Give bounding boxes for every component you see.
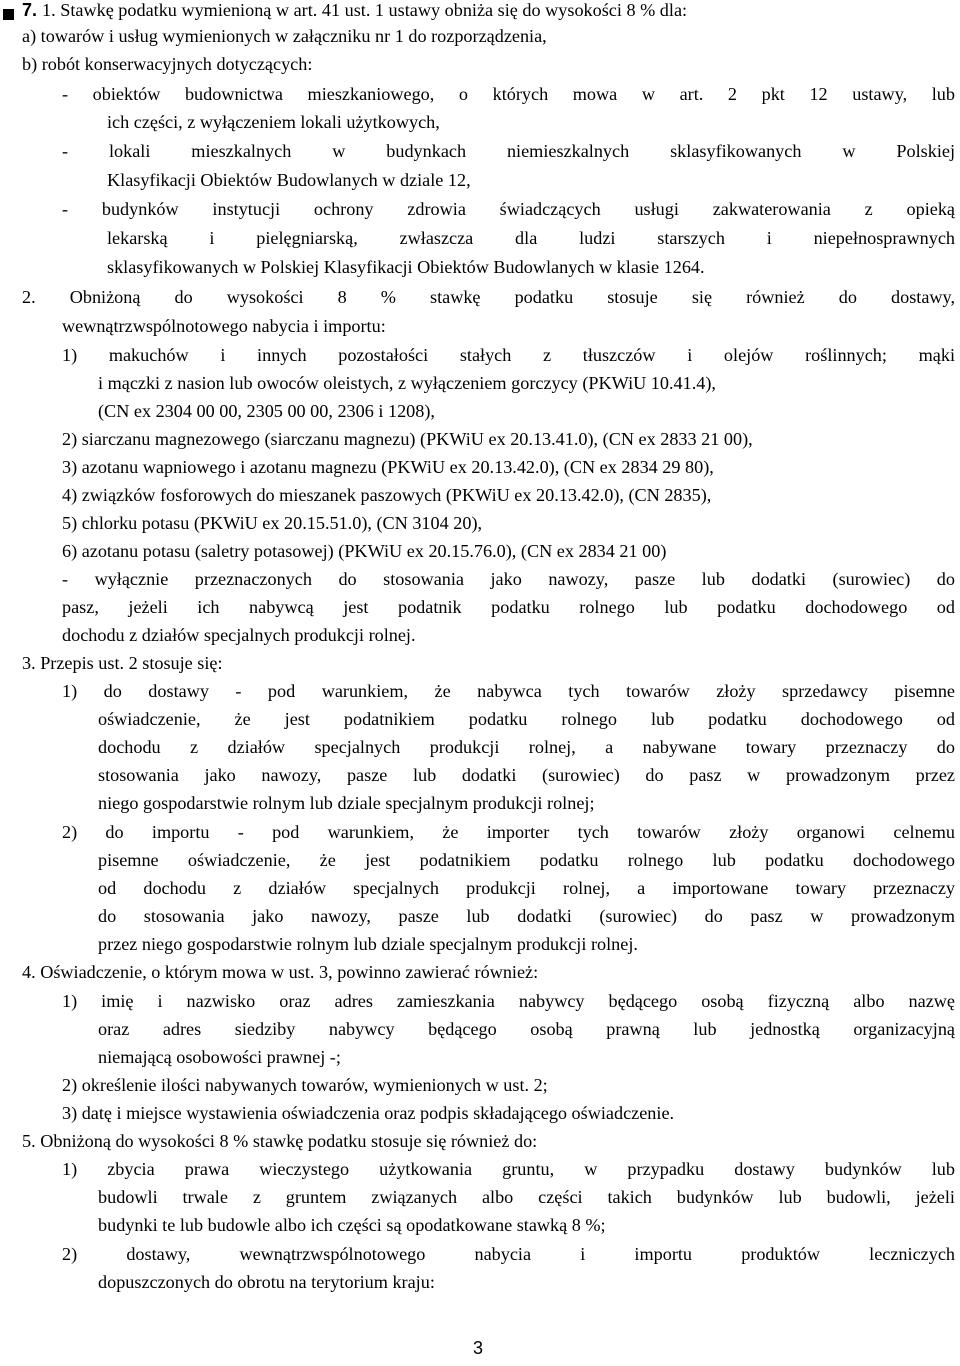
text-line: i mączki z nasion lub owoców oleistych, z wyłączeniem gorczycy (PKWiU 10.41.4), bbox=[98, 373, 716, 393]
text-line: 2) określenie ilości nabywanych towarów, wymienionych w ust. 2; bbox=[62, 1075, 548, 1095]
text-line: stosowania jako nawozy, pasze lub dodatki (surowiec) do pasz w prowadzonym przez bbox=[98, 765, 955, 785]
text-line: 3) azotanu wapniowego i azotanu magnezu (PKWiU ex 20.13.42.0), (CN ex 2834 29 80), bbox=[62, 457, 714, 477]
text-line: oświadczenie, że jest podatnikiem podatku rolnego lub podatku dochodowego od bbox=[98, 709, 955, 729]
text-line: dochodu z działów specjalnych produkcji rolnej, a nabywane towary przeznaczy do bbox=[98, 737, 955, 757]
text-line: budynki te lub budowle albo ich części są opodatkowane stawką 8 %; bbox=[98, 1215, 606, 1235]
text-line: a) towarów i usług wymienionych w załączniku nr 1 do rozporządzenia, bbox=[22, 26, 547, 46]
text-line: 1) imię i nazwisko oraz adres zamieszkania nabywcy będącego osobą fizyczną albo nazwę bbox=[62, 991, 955, 1011]
text-line: od dochodu z działów specjalnych produkcji rolnej, a importowane towary przeznaczy bbox=[98, 878, 955, 898]
text-line: 2) do importu - pod warunkiem, że importer tych towarów złoży organowi celnemu bbox=[62, 822, 955, 842]
text-line: budowli trwale z gruntem związanych albo części takich budynków lub budowli, jeżeli bbox=[98, 1187, 955, 1207]
text-line: b) robót konserwacyjnych dotyczących: bbox=[22, 54, 313, 74]
text-line: pasz, jeżeli ich nabywcą jest podatnik podatku rolnego lub podatku dochodowego od bbox=[62, 597, 955, 617]
text-line: 5) chlorku potasu (PKWiU ex 20.15.51.0), (CN 3104 20), bbox=[62, 513, 483, 533]
text-line: 4) związków fosforowych do mieszanek paszowych (PKWiU ex 20.13.42.0), (CN 2835), bbox=[62, 485, 712, 505]
text-line: dopuszczonych do obrotu na terytorium kraju: bbox=[98, 1272, 435, 1292]
text-line: ich części, z wyłączeniem lokali użytkowych, bbox=[107, 112, 440, 132]
text-line: 3. Przepis ust. 2 stosuje się: bbox=[22, 653, 223, 673]
text-line: do stosowania jako nawozy, pasze lub dodatki (surowiec) do pasz w prowadzonym bbox=[98, 906, 955, 926]
text-line: 2. Obniżoną do wysokości 8 % stawkę podatku stosuje się również do dostawy, bbox=[22, 287, 955, 307]
text-line: lekarską i pielęgniarską, zwłaszcza dla ludzi starszych i niepełnosprawnych bbox=[107, 228, 955, 248]
section-heading-line: 7. 1. Stawkę podatku wymienioną w art. 41 ust. 1 ustawy obniża się do wysokości 8 % dla: bbox=[22, 0, 688, 20]
text-line: 1) makuchów i innych pozostałości stałych z tłuszczów i olejów roślinnych; mąki bbox=[62, 345, 955, 365]
text-line: wewnątrzwspólnotowego nabycia i importu: bbox=[62, 316, 386, 336]
text-line: - obiektów budownictwa mieszkaniowego, o których mowa w art. 2 pkt 12 ustawy, lub bbox=[62, 84, 955, 104]
text-line: - wyłącznie przeznaczonych do stosowania jako nawozy, pasze lub dodatki (surowiec) do bbox=[62, 569, 955, 589]
text-line: 3) datę i miejsce wystawienia oświadczenia oraz podpis składającego oświadczenie. bbox=[62, 1103, 675, 1123]
text-line: 6) azotanu potasu (saletry potasowej) (PKWiU ex 20.15.76.0), (CN ex 2834 21 00) bbox=[62, 541, 667, 561]
text-line: pisemne oświadczenie, że jest podatnikiem podatku rolnego lub podatku dochodowego bbox=[98, 850, 955, 870]
text-line: - lokali mieszkalnych w budynkach niemieszkalnych sklasyfikowanych w Polskiej bbox=[62, 141, 955, 161]
text-line: niemającą osobowości prawnej -; bbox=[98, 1047, 341, 1067]
text-line: - budynków instytucji ochrony zdrowia świadczących usługi zakwaterowania z opieką bbox=[62, 199, 955, 219]
text-line: Klasyfikacji Obiektów Budowlanych w dziale 12, bbox=[107, 170, 471, 190]
text-line: sklasyfikowanych w Polskiej Klasyfikacji Obiektów Budowlanych w klasie 1264. bbox=[107, 257, 705, 277]
text-line: oraz adres siedziby nabywcy będącego osobą prawną lub jednostką organizacyjną bbox=[98, 1019, 955, 1039]
text-line: (CN ex 2304 00 00, 2305 00 00, 2306 i 1208), bbox=[98, 401, 435, 421]
text-line: dochodu z działów specjalnych produkcji rolnej. bbox=[62, 625, 416, 645]
page-number: 3 bbox=[473, 1338, 484, 1358]
text-line: niego gospodarstwie rolnym lub dziale specjalnym produkcji rolnej; bbox=[98, 793, 595, 813]
square-bullet-icon bbox=[3, 9, 14, 20]
text-line: 2) dostawy, wewnątrzwspólnotowego nabycia i importu produktów leczniczych bbox=[62, 1244, 955, 1264]
text-line: 4. Oświadczenie, o którym mowa w ust. 3, powinno zawierać również: bbox=[22, 962, 539, 982]
text-line: 1) do dostawy - pod warunkiem, że nabywca tych towarów złoży sprzedawcy pisemne bbox=[62, 681, 955, 701]
text-line: 2) siarczanu magnezowego (siarczanu magnezu) (PKWiU ex 20.13.41.0), (CN ex 2833 21 00), bbox=[62, 429, 753, 449]
text-line: 1) zbycia prawa wieczystego użytkowania gruntu, w przypadku dostawy budynków lub bbox=[62, 1159, 955, 1179]
text-line: przez niego gospodarstwie rolnym lub dziale specjalnym produkcji rolnej. bbox=[98, 934, 638, 954]
text-line: 5. Obniżoną do wysokości 8 % stawkę podatku stosuje się również do: bbox=[22, 1131, 538, 1151]
